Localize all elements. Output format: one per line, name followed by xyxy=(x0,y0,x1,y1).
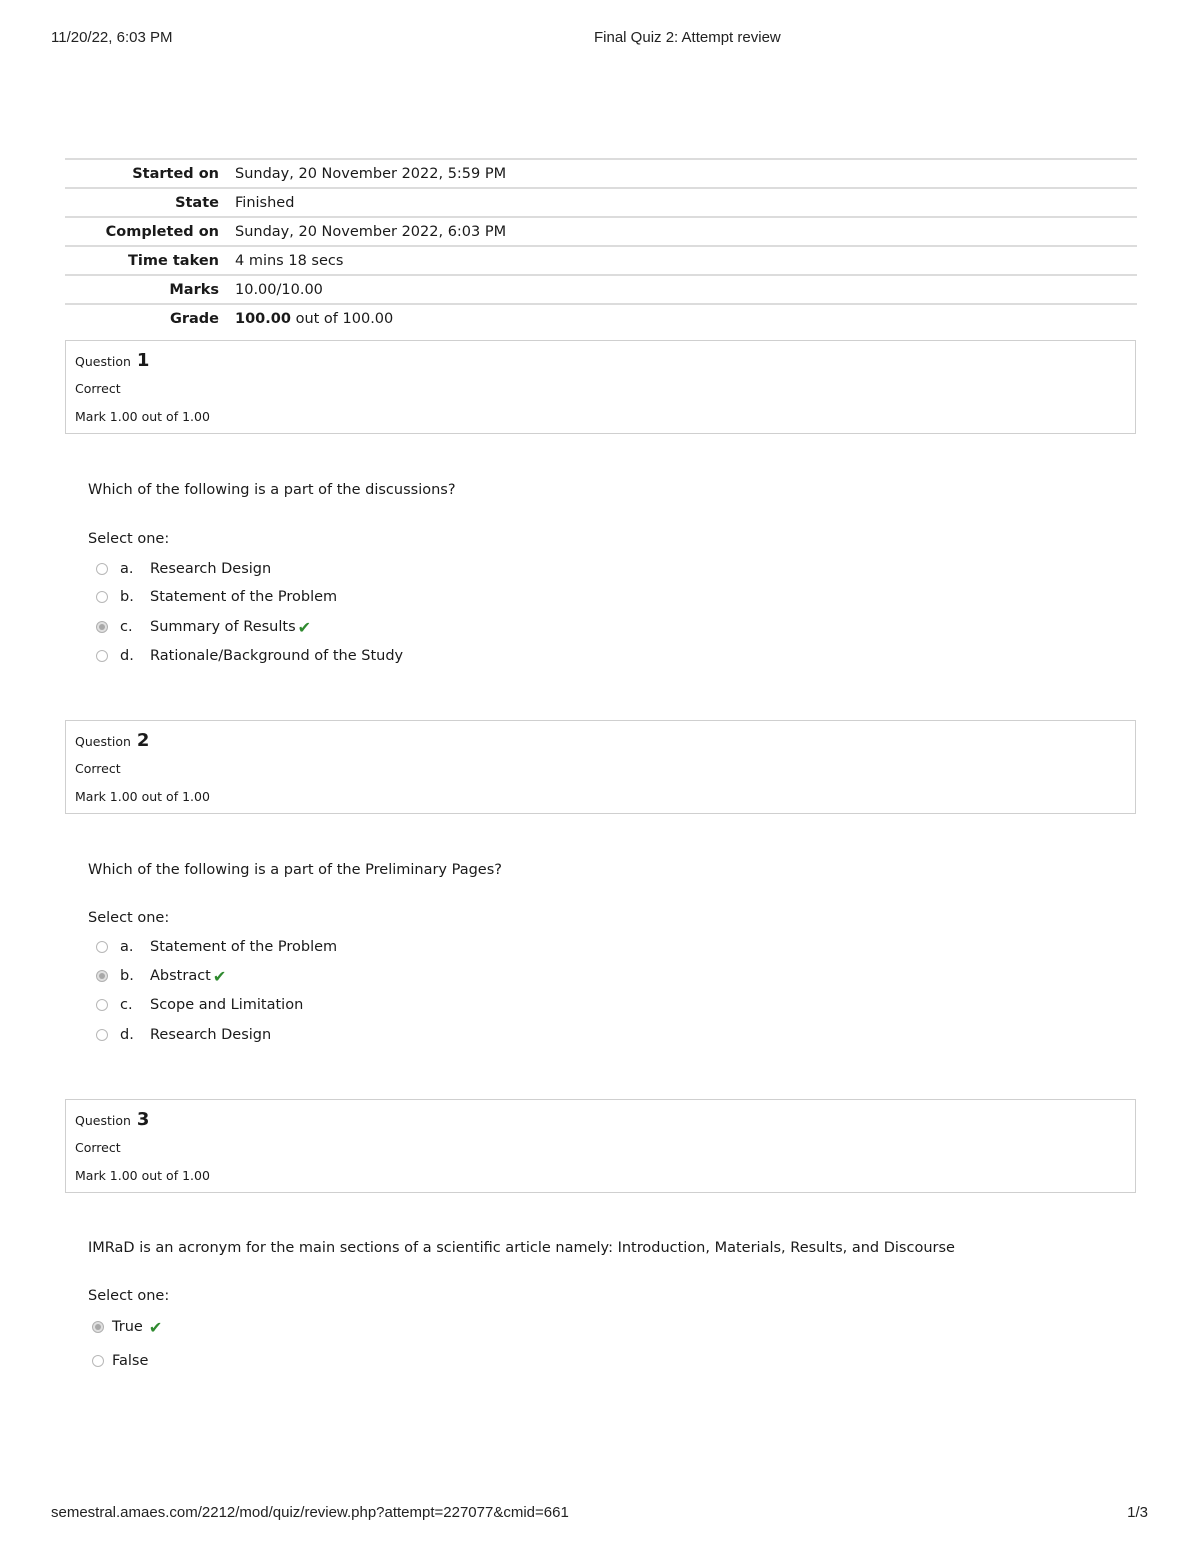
question-state: Correct xyxy=(75,1140,121,1155)
select-one-prompt: Select one: xyxy=(88,910,170,926)
answer-option[interactable] xyxy=(96,587,337,607)
answer-option[interactable] xyxy=(92,1351,148,1371)
summary-value: Finished xyxy=(235,195,295,211)
answer-letter: b. xyxy=(120,589,134,605)
question-text: Which of the following is a part of the Preliminary Pages? xyxy=(88,862,502,878)
answer-letter: a. xyxy=(120,561,134,577)
question-num: 3 xyxy=(136,1109,150,1130)
grade-score: 100.00 xyxy=(235,311,291,327)
grade-out-of: out of 100.00 xyxy=(295,311,394,327)
radio-button[interactable] xyxy=(96,563,108,575)
summary-value: Sunday, 20 November 2022, 6:03 PM xyxy=(235,224,507,240)
checkmark-icon: ✔ xyxy=(212,966,227,986)
question-num: 2 xyxy=(136,730,150,751)
answer-text: Summary of Results xyxy=(150,619,296,635)
select-one-prompt: Select one: xyxy=(88,1288,170,1304)
summary-value: 10.00/10.00 xyxy=(235,282,323,298)
summary-label: Grade xyxy=(169,311,219,327)
summary-value: Sunday, 20 November 2022, 5:59 PM xyxy=(235,166,507,182)
radio-button[interactable] xyxy=(96,1029,108,1041)
question-number xyxy=(75,350,149,371)
summary-label: Completed on xyxy=(105,224,219,240)
question-label: Question xyxy=(75,734,131,749)
question-number xyxy=(75,1109,149,1130)
print-header xyxy=(0,29,1200,49)
answer-letter: b. xyxy=(120,968,134,984)
page-url: semestral.amaes.com/2212/mod/quiz/review.php?attempt=227077&cmid=661 xyxy=(51,1504,569,1521)
summary-label: Started on xyxy=(132,166,219,182)
answer-letter: d. xyxy=(120,648,134,664)
radio-button-checked[interactable] xyxy=(92,1321,104,1333)
answer-option-selected[interactable] xyxy=(96,966,226,986)
summary-label: Marks xyxy=(169,282,219,298)
answer-option[interactable] xyxy=(96,1025,271,1045)
answer-text: True xyxy=(112,1319,143,1335)
select-one-prompt: Select one: xyxy=(88,531,170,547)
summary-row-time-taken xyxy=(65,246,1137,275)
question-text: IMRaD is an acronym for the main sections of a scientific article namely: Introduction, Materials, Results, and Discourse xyxy=(88,1240,955,1256)
print-datetime: 11/20/22, 6:03 PM xyxy=(51,29,173,46)
answer-text: Statement of the Problem xyxy=(150,939,338,955)
answer-text: Research Design xyxy=(150,1027,272,1043)
question-state: Correct xyxy=(75,381,121,396)
answer-text: False xyxy=(112,1353,149,1369)
answer-option[interactable] xyxy=(96,995,303,1015)
answer-option-selected[interactable] xyxy=(92,1317,162,1337)
question-number xyxy=(75,730,149,751)
summary-row-marks xyxy=(65,275,1137,304)
question-label: Question xyxy=(75,1113,131,1128)
summary-row-completed xyxy=(65,217,1137,246)
answer-text: Scope and Limitation xyxy=(150,997,304,1013)
radio-button[interactable] xyxy=(96,941,108,953)
answer-text: Statement of the Problem xyxy=(150,589,338,605)
question-mark: Mark 1.00 out of 1.00 xyxy=(75,409,210,424)
page-number: 1/3 xyxy=(1127,1504,1148,1521)
radio-button[interactable] xyxy=(96,999,108,1011)
summary-label: State xyxy=(175,195,219,211)
question-text: Which of the following is a part of the discussions? xyxy=(88,482,456,498)
answer-option[interactable] xyxy=(96,646,403,666)
question-mark: Mark 1.00 out of 1.00 xyxy=(75,1168,210,1183)
answer-text: Rationale/Background of the Study xyxy=(150,648,404,664)
print-page-title: Final Quiz 2: Attempt review xyxy=(594,29,781,46)
question-info-box xyxy=(65,1099,1136,1193)
answer-option[interactable] xyxy=(96,559,271,579)
radio-button-checked[interactable] xyxy=(96,621,108,633)
answer-letter: c. xyxy=(120,997,133,1013)
summary-row-started xyxy=(65,159,1137,188)
answer-text: Abstract xyxy=(150,968,211,984)
question-mark: Mark 1.00 out of 1.00 xyxy=(75,789,210,804)
answer-letter: c. xyxy=(120,619,133,635)
question-num: 1 xyxy=(136,350,150,371)
question-state: Correct xyxy=(75,761,121,776)
answer-option[interactable] xyxy=(96,937,337,957)
summary-label: Time taken xyxy=(128,253,219,269)
summary-row-grade xyxy=(65,304,1137,332)
attempt-summary-table xyxy=(65,158,1137,332)
radio-button[interactable] xyxy=(96,650,108,662)
radio-button-checked[interactable] xyxy=(96,970,108,982)
radio-button[interactable] xyxy=(96,591,108,603)
question-info-box xyxy=(65,720,1136,814)
answer-option-selected[interactable] xyxy=(96,617,311,637)
question-info-box xyxy=(65,340,1136,434)
question-label: Question xyxy=(75,354,131,369)
summary-row-state xyxy=(65,188,1137,217)
answer-letter: a. xyxy=(120,939,134,955)
checkmark-icon: ✔ xyxy=(297,617,312,637)
summary-value: 4 mins 18 secs xyxy=(235,253,344,269)
answer-text: Research Design xyxy=(150,561,272,577)
print-footer xyxy=(0,1504,1200,1524)
radio-button[interactable] xyxy=(92,1355,104,1367)
checkmark-icon: ✔ xyxy=(148,1317,163,1337)
answer-letter: d. xyxy=(120,1027,134,1043)
summary-value xyxy=(227,304,1137,332)
